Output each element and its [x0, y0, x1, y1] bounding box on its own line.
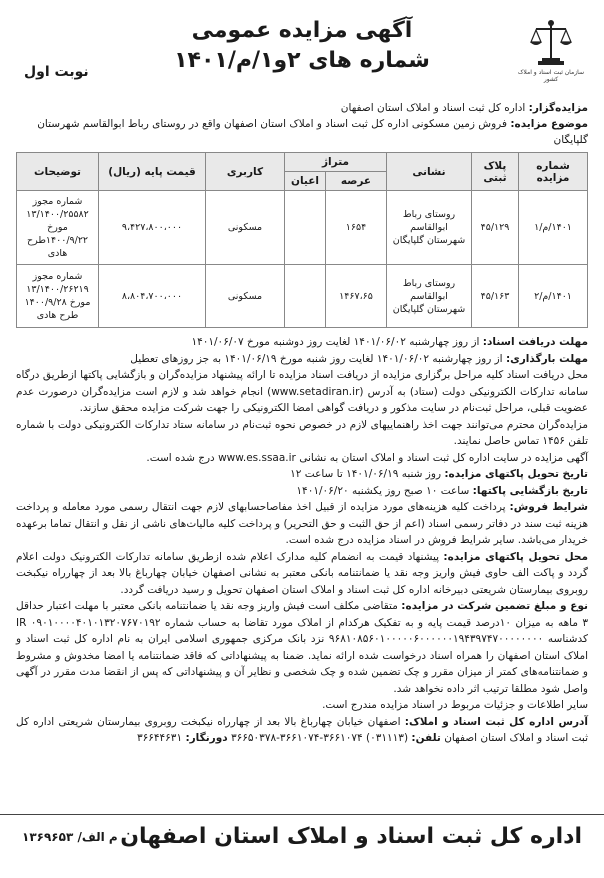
cell-address: روستای رباط ابوالقاسم شهرستان گلپایگان [387, 191, 472, 265]
emblem-caption: سازمان ثبت اسناد و املاک کشور [518, 69, 584, 83]
terms-value: پرداخت کلیه هزینه‌های مورد مزایده از قبیل اخذ مفاصاحسابهای لازم جهت انتقال رسمی مورد معامله و پرداخت هزینه ثبت سند در دفاتر رسمی اسناد (اعم از حق الثبت و حق التحریر) و پرداخت کلیه مالیات‌های ناشی از نقل و انتقال تماما برعهده خریدار می‌باشد. سایر شرایط فروش در اسناد مزایده درج شده است. [16, 501, 588, 546]
place-value: پیشنهاد قیمت به انضمام کلیه مدارک اعلام شده ازطریق سامانه تدارکات الکترونیک دولت اعلام گردد و پاکت الف حاوی فیش واریز وجه نقد یا ضمانتنامه بانکی معتبر به نشانی اصفهان خیابان چهارباغ بالا بعد از چهارراه نیکبخت روبروی بیمارستان شریعتی دبیرخانه اداره کل ثبت اسناد و املاک استان اصفهان تحویل و رسید دریافت گردد. [16, 550, 588, 596]
site-paragraph [16, 450, 588, 467]
ssaa-link[interactable]: www.es.ssaa.ir [218, 451, 296, 464]
setad-link[interactable]: www.setadiran.ir [271, 385, 360, 398]
delivery-label: تاریخ تحویل پاکتهای مزایده: [444, 468, 588, 480]
subject-value: فروش زمین مسکونی اداره کل ثبت اسناد و املاک استان اصفهان واقع در روستای رباط ابوالقاسم شهرستان گلپایگان [37, 118, 588, 146]
office-address [16, 714, 588, 747]
terms-label: شرایط فروش: [509, 501, 589, 513]
cell-usage: مسکونی [206, 191, 285, 265]
cell-arsa: ۱۶۵۴ [326, 191, 387, 265]
auctioneer-line [16, 100, 588, 116]
procedure-text-b: انجام خواهد شد و لازم است مزایده‌گران درصورت عدم عضویت قبلی، مراحل ثبت‌نام در سایت مذکور و دریافت گواهی امضا الکترونیکی را جهت شرکت مزایده محقق سازند. [16, 385, 588, 414]
cell-arsa: ۱۴۶۷،۶۵ [326, 265, 387, 328]
notice-footer [0, 814, 604, 858]
publication-round: نوبت اول [24, 64, 89, 80]
address-value: اصفهان خیابان چهارباغ بالا بعد از چهارراه نیکبخت روبروی بیمارستان شریعتی اداره کل ثبت اسناد و املاک استان اصفهان [16, 715, 588, 744]
table-row [17, 265, 588, 328]
subject-line [16, 116, 588, 148]
col-arsa: عرصه [326, 172, 387, 191]
receipt-value: از روز چهارشنبه ۱۴۰۱/۰۶/۰۲ لغایت روز دوشنبه مورخ ۱۴۰۱/۰۶/۰۷ [191, 336, 480, 348]
cell-aayan [285, 191, 326, 265]
cell-notes: شماره مجوز ۱۳/۱۴۰۰/۲۵۵۸۲ مورخ ۱۴۰۰/۹/۲۲طرح هادی [17, 191, 99, 265]
col-base-price: قیمت پایه (ریال) [99, 153, 206, 191]
sale-terms [16, 499, 588, 549]
receipt-deadline [16, 334, 588, 351]
phone-label: تلفن: [411, 732, 441, 744]
footer-code: م الف/ ۱۳۶۹۶۵۳ [22, 829, 118, 844]
cell-auction-no: ۱۴۰۱/م/۲ [519, 265, 588, 328]
notice-number: شماره های ۲و۱/م/۱۴۰۱ [174, 48, 430, 73]
cell-base-price: ۹،۴۲۷،۸۰۰،۰۰۰ [99, 191, 206, 265]
col-auction-no: شماره مزایده [519, 153, 588, 191]
registry-emblem [516, 18, 586, 96]
delivery-date [16, 466, 588, 483]
phone-value: (۰۳۱۱۱۳) ۳۶۶۱۰۷۴-۳۶۶۱۰۷۴-۳۶۶۵۰۳۷۸ [230, 732, 409, 744]
opening-date [16, 483, 588, 500]
site-text-a: آگهی مزایده در سایت اداره کل ثبت اسناد و املاک استان به نشانی [299, 451, 588, 464]
opening-value: ساعت ۱۰ صبح روز یکشنبه ۱۴۰۱/۰۶/۲۰ [296, 484, 470, 497]
cell-address: روستای رباط ابوالقاسم شهرستان گلپایگان [387, 265, 472, 328]
col-address: نشانی [387, 153, 472, 191]
cell-auction-no: ۱۴۰۱/م/۱ [519, 191, 588, 265]
cell-notes: شماره مجوز ۱۳/۱۴۰۰/۲۶۲۱۹ مورخ ۱۴۰۰/۹/۲۸ طرح هادی [17, 265, 99, 328]
notice-header [0, 0, 604, 100]
col-area: متراژ [285, 153, 387, 172]
help-paragraph: مزایده‌گران محترم می‌توانند جهت اخذ راهنماییهای لازم در خصوص نحوه ثبت‌نام در سامانه ستاد تدارکات الکترونیکی دولت با شماره تلفن ۱۴۵۶ تماس حاصل نمایند. [16, 418, 588, 447]
fax-label: دورنگار: [185, 732, 228, 744]
fax-value: ۳۶۶۴۴۶۳۱ [136, 732, 183, 744]
auctioneer-value: اداره کل ثبت اسناد و املاک استان اصفهان [340, 102, 526, 114]
upload-value: از روز چهارشنبه ۱۴۰۱/۰۶/۰۲ لغایت روز شنبه مورخ ۱۴۰۱/۰۶/۱۹ به جز روزهای تعطیل [130, 352, 503, 365]
cell-base-price: ۸،۸۰۴،۷۰۰،۰۰۰ [99, 265, 206, 328]
delivery-place [16, 549, 588, 599]
col-notes: توضیحات [17, 153, 99, 191]
procedure-text-a: محل دریافت اسناد کلیه مراحل برگزاری مزایده از دریافت اسناد مزایده تا ارائه پیشنهاد مزایده‌گران و بازگشایی پاکتها ازطریق درگاه سامانه تدارکات الکترونیکی دولت (ستاد) به آدرس [16, 369, 588, 398]
guarantee-value: متقاضی مکلف است فیش واریز وجه نقد یا ضمانتنامه بانکی معتبر با مهلت اعتبار حداقل ۳ ماهه به میزان ۱۰درصد قیمت پایه و به تفکیک هرکدام از املاک مورد تقاضا به حساب شماره IR ۰۹۰۱۰۰۰۰۴۰۱۰۱۳۲۰۷۶۷۰۱۹۲ کدشناسه ۹۶۸۱۰۸۵۶۰۱۰۰۰۰۰۶۰۰۰۰۰۰۱۹۴۳۹۷۴۷۰۰۰۰۰۰۰۰ نزد بانک مرکزی جمهوری اسلامی ایران به نام اداره کل ثبت اسناد و املاک استان اصفهان را همراه اسناد درخواست شده ارائه نماید. ضمنا به پیشنهاداتی که فاقد ضمانتنامه یا امضا مخدوش و مشروط و ضمانتنامه‌های کمتر از میزان مقرر و چک تضمین شده و چک شخصی و نظایر آن و پیشنهاداتی که پس از انقضا مدت مقرر در آگهی واصل شود مطلقا ترتیب اثر داده نخواهد شد. [16, 600, 589, 695]
scales-of-justice-icon [528, 18, 574, 70]
cell-plaque: ۴۵/۱۶۳ [472, 265, 519, 328]
receipt-label: مهلت دریافت اسناد: [482, 336, 588, 348]
title-block [150, 16, 454, 76]
upload-label: مهلت بارگذاری: [505, 352, 588, 365]
col-aayan: اعیان [285, 172, 326, 191]
subject-label: موضوع مزایده: [510, 118, 588, 130]
site-text-b: درج شده است. [146, 451, 215, 464]
delivery-value: روز شنبه ۱۴۰۱/۰۶/۱۹ تا ساعت ۱۲ [290, 468, 442, 480]
place-label: محل تحویل پاکتهای مزایده: [443, 550, 588, 563]
notice-meta [0, 100, 604, 148]
col-plaque: پلاک ثبتی [472, 153, 519, 191]
guarantee-label: نوع و مبلغ تضمین شرکت در مزایده: [401, 600, 588, 612]
address-label: آدرس اداره کل ثبت اسناد و املاک: [404, 715, 589, 728]
cell-aayan [285, 265, 326, 328]
auctioneer-label: مزایده‌گزار: [528, 102, 588, 114]
col-usage: کاربری [206, 153, 285, 191]
other-info: سایر اطلاعات و جزئیات مربوط در اسناد مزایده مندرج است. [322, 699, 588, 711]
notice-body [0, 328, 604, 747]
procedure-paragraph: محل دریافت اسناد کلیه مراحل برگزاری مزایده از دریافت اسناد مزایده تا ارائه پیشنهاد مزایده‌گران و بازگشایی پاکتها ازطریق درگاه سامانه تدارکات الکترونیکی دولت (ستاد) به آدرس (www.setadiran.ir) انجام خواهد شد و لازم است مزایده‌گران درصورت عدم عضویت قبلی، مراحل ثبت‌نام در سایت مذکور و دریافت گواهی امضا الکترونیکی را جهت شرکت مزایده محقق سازند. [16, 369, 588, 414]
upload-deadline [16, 351, 588, 368]
opening-label: تاریخ بازگشایی پاکتها: [472, 484, 588, 497]
properties-table [16, 152, 588, 328]
table-row [17, 191, 588, 265]
notice-title: آگهی مزایده عمومی [191, 18, 413, 43]
footer-org: اداره کل ثبت اسناد و املاک استان اصفهان [120, 824, 582, 849]
cell-usage: مسکونی [206, 265, 285, 328]
guarantee-section [16, 598, 588, 697]
cell-plaque: ۴۵/۱۲۹ [472, 191, 519, 265]
